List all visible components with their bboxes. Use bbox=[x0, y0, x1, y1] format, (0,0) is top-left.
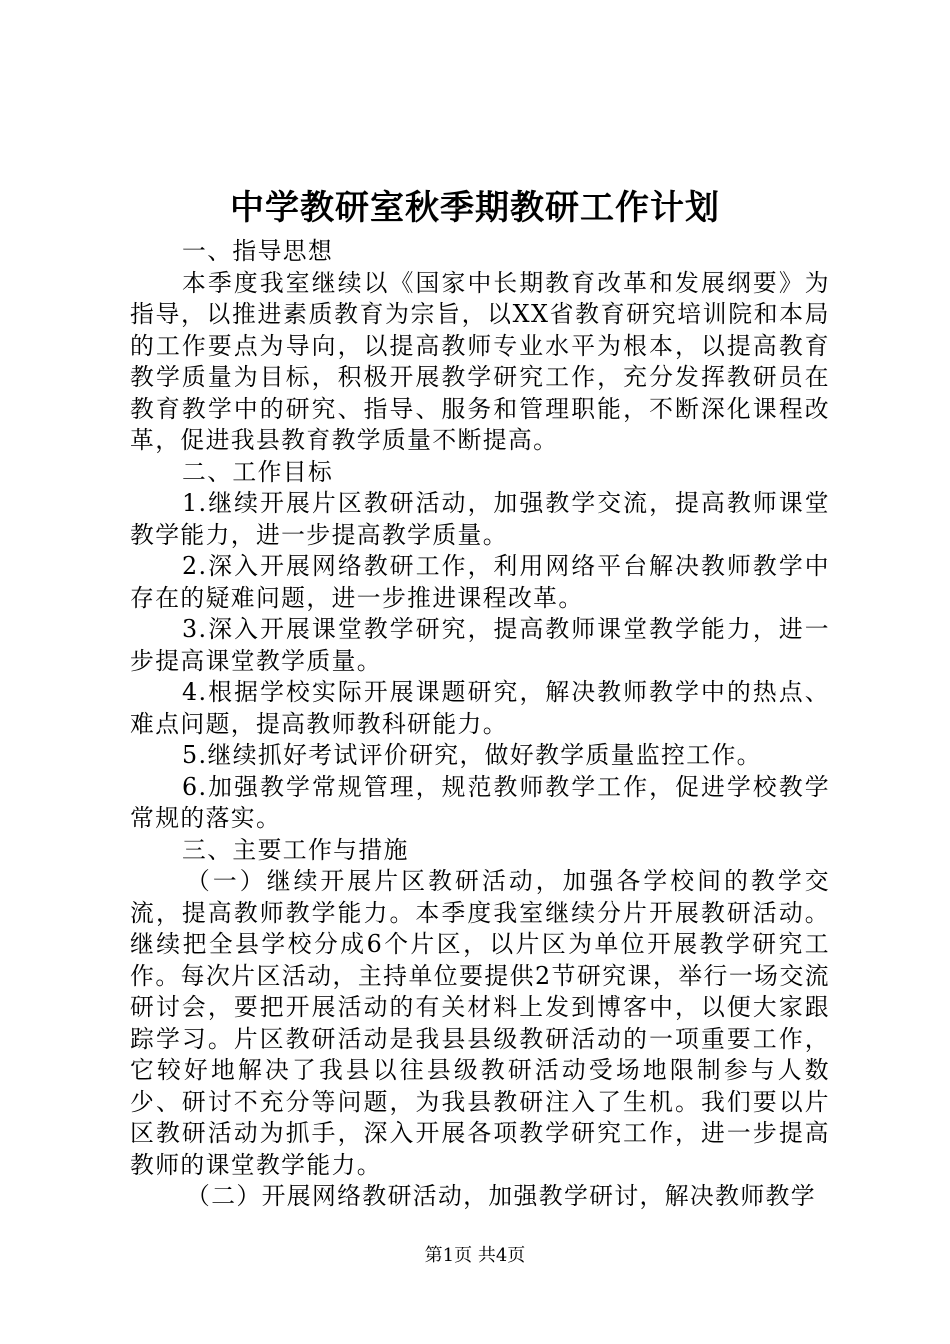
goal-item-2: 2.深入开展网络教研工作，利用网络平台解决教师教学中存在的疑难问题，进一步推进课程改革。 bbox=[130, 552, 830, 612]
page-title: 中学教研室秋季期教研工作计划 bbox=[230, 188, 720, 228]
goal-item-4: 4.根据学校实际开展课题研究，解决教师教学中的热点、难点问题，提高教师教科研能力。 bbox=[130, 678, 830, 738]
goal-item-1: 1.继续开展片区教研活动，加强教学交流，提高教师课堂教学能力，进一步提高教学质量。 bbox=[130, 489, 830, 549]
goal-item-6: 6.加强教学常规管理，规范教师教学工作，促进学校教学常规的落实。 bbox=[130, 772, 830, 832]
section-heading-work-goals: 二、工作目标 bbox=[182, 457, 334, 486]
measure-paragraph-1: （一）继续开展片区教研活动，加强各学校间的教学交流，提高教师教学能力。本季度我室继续分片开展教研活动。继续把全县学校分成6个片区，以片区为单位开展教学研究工作。每次片区活动，主持单位要提供2节研究课，举行一场交流研讨会，要把开展活动的有关材料上发到博客中，以便大家跟踪学习。片区教研活动是我县县级教研活动的一项重要工作，它较好地解决了我县以往县级教研活动受场地限制参与人数少、研讨不充分等问题，为我县教研注入了生机。我们要以片区教研活动为抓手，深入开展各项教学研究工作，进一步提高教师的课堂教学能力。 bbox=[130, 867, 830, 1179]
section-heading-guiding-ideology: 一、指导思想 bbox=[182, 237, 334, 265]
page-footer: 第1页 共4页 bbox=[424, 1245, 526, 1266]
goal-item-3: 3.深入开展课堂教学研究，提高教师课堂教学能力，进一步提高课堂教学质量。 bbox=[130, 615, 830, 675]
paragraph-guiding-ideology: 本季度我室继续以《国家中长期教育改革和发展纲要》为指导，以推进素质教育为宗旨，以XX省教育研究培训院和本局的工作要点为导向，以提高教师专业水平为根本，以提高教育教学质量为目标，积极开展教学研究工作，充分发挥教研员在教育教学中的研究、指导、服务和管理职能，不断深化课程改革，促进我县教育教学质量不断提高。 bbox=[130, 268, 830, 454]
document-body bbox=[130, 236, 830, 1213]
goal-item-5: 5.继续抓好考试评价研究，做好教学质量监控工作。 bbox=[182, 741, 762, 769]
section-heading-main-work: 三、主要工作与措施 bbox=[182, 835, 409, 864]
measure-paragraph-2: （二）开展网络教研活动，加强教学研讨，解决教师教学 bbox=[186, 1182, 816, 1210]
